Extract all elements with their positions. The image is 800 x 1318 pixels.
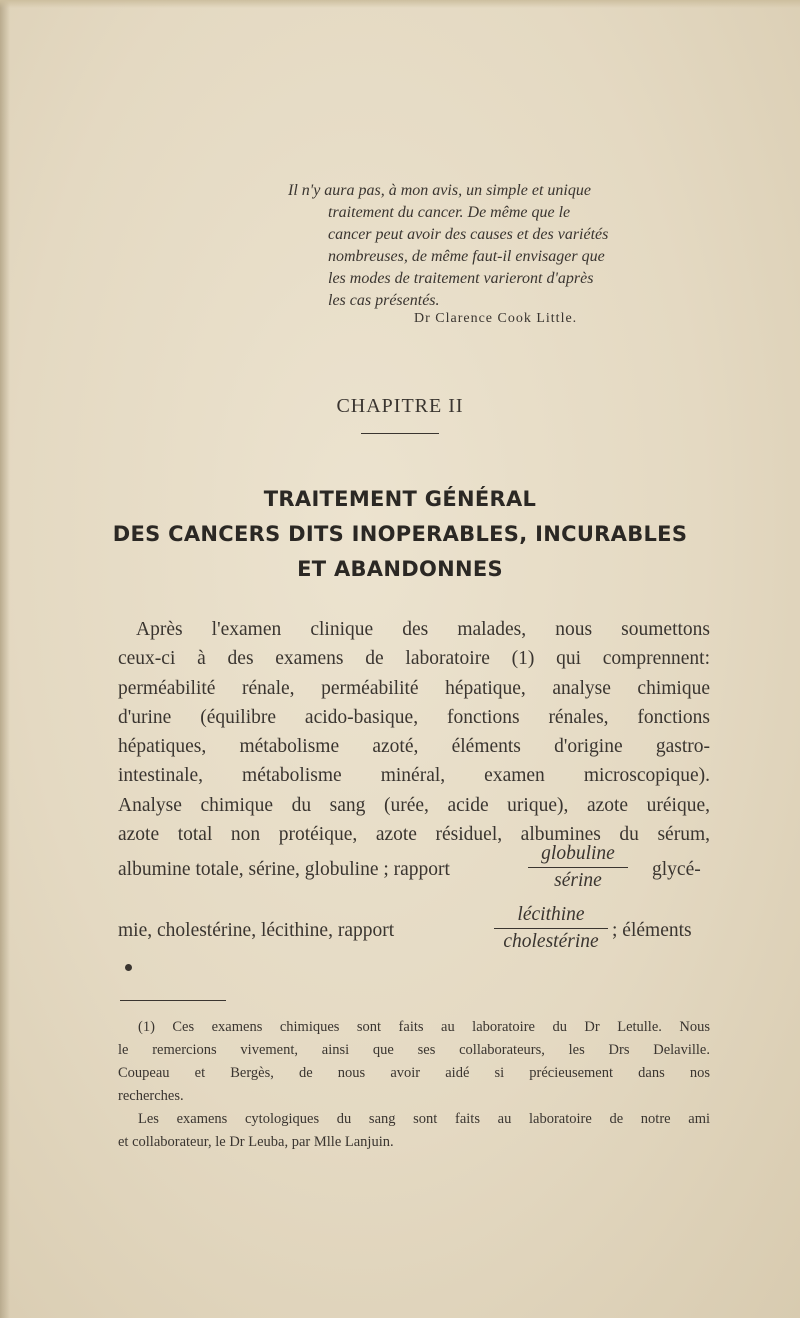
fraction-text-after: ; éléments — [612, 920, 692, 941]
epigraph-line: nombreuses, de même faut-il envisager que — [328, 248, 605, 265]
page-top-shadow — [0, 0, 800, 8]
fraction-line-globuline — [118, 842, 710, 902]
epigraph-line: les modes de traitement varieront d'après — [328, 270, 594, 287]
chapter-title-line: ET ABANDONNES — [297, 557, 503, 581]
fraction-bar — [494, 928, 608, 929]
footnotes — [118, 1016, 710, 1154]
body-line: intestinale, métabolisme minéral, examen microscopique). — [118, 765, 710, 787]
body-line: Analyse chimique du sang (urée, acide urique), azote uréique, — [118, 794, 710, 816]
fraction-text-before: albumine totale, sérine, globuline ; rapport — [118, 859, 450, 880]
fraction-globuline-serine — [528, 842, 628, 893]
footnote-line: (1) Ces examens chimiques sont faits au laboratoire du Dr Letulle. Nous — [138, 1019, 710, 1035]
fraction-numerator: globuline — [541, 843, 615, 864]
chapter-title — [0, 482, 800, 587]
epigraph-author: Dr Clarence Cook Little. — [414, 311, 578, 326]
fraction-text-before: mie, cholestérine, lécithine, rapport — [118, 920, 395, 941]
fraction-text-after: glycé- — [652, 859, 701, 880]
body-line: d'urine (équilibre acido-basique, fonctions rénales, fonctions — [118, 706, 710, 728]
body-line: perméabilité rénale, perméabilité hépatique, analyse chimique — [118, 677, 710, 699]
chapter-label: CHAPITRE II — [336, 395, 464, 417]
ink-dot — [125, 964, 132, 971]
fraction-denominator: cholestérine — [503, 931, 599, 952]
body-line: Après l'examen clinique des malades, nous soumettons — [136, 619, 710, 640]
epigraph-line: les cas présentés. — [328, 292, 440, 309]
body-paragraph — [118, 615, 710, 849]
fraction-bar — [528, 867, 628, 868]
body-line: azote total non protéique, azote résiduel, albumines du sérum, — [118, 824, 710, 846]
fraction-line-lecithine — [118, 903, 710, 963]
epigraph — [288, 180, 708, 312]
epigraph-line: Il n'y aura pas, à mon avis, un simple et unique — [288, 182, 591, 199]
epigraph-line: traitement du cancer. De même que le — [328, 204, 571, 221]
chapter-title-line: TRAITEMENT GÉNÉRAL — [263, 487, 537, 511]
footnote-line: le remercions vivement, ainsi que ses collaborateurs, les Drs Delaville. — [118, 1042, 710, 1058]
footnote-divider — [120, 1000, 226, 1001]
chapter-title-line: DES CANCERS DITS INOPERABLES, INCURABLES — [112, 522, 688, 546]
chapter-divider — [361, 433, 439, 434]
fraction-lecithine-cholesterine — [494, 903, 608, 954]
fraction-denominator: sérine — [554, 870, 602, 891]
footnote-line: recherches. — [118, 1088, 184, 1104]
page-edge-shadow — [0, 0, 10, 1318]
footnote-line: et collaborateur, le Dr Leuba, par Mlle Lanjuin. — [118, 1134, 394, 1150]
body-line: ceux-ci à des examens de laboratoire (1) qui comprennent: — [118, 648, 710, 670]
footnote-line: Coupeau et Bergès, de nous avoir aidé si précieusement dans nos — [118, 1065, 710, 1081]
epigraph-line: cancer peut avoir des causes et des variétés — [328, 226, 609, 243]
footnote-line: Les examens cytologiques du sang sont faits au laboratoire de notre ami — [138, 1111, 710, 1127]
body-line: hépatiques, métabolisme azoté, éléments d'origine gastro- — [118, 736, 710, 758]
fraction-numerator: lécithine — [517, 904, 585, 925]
